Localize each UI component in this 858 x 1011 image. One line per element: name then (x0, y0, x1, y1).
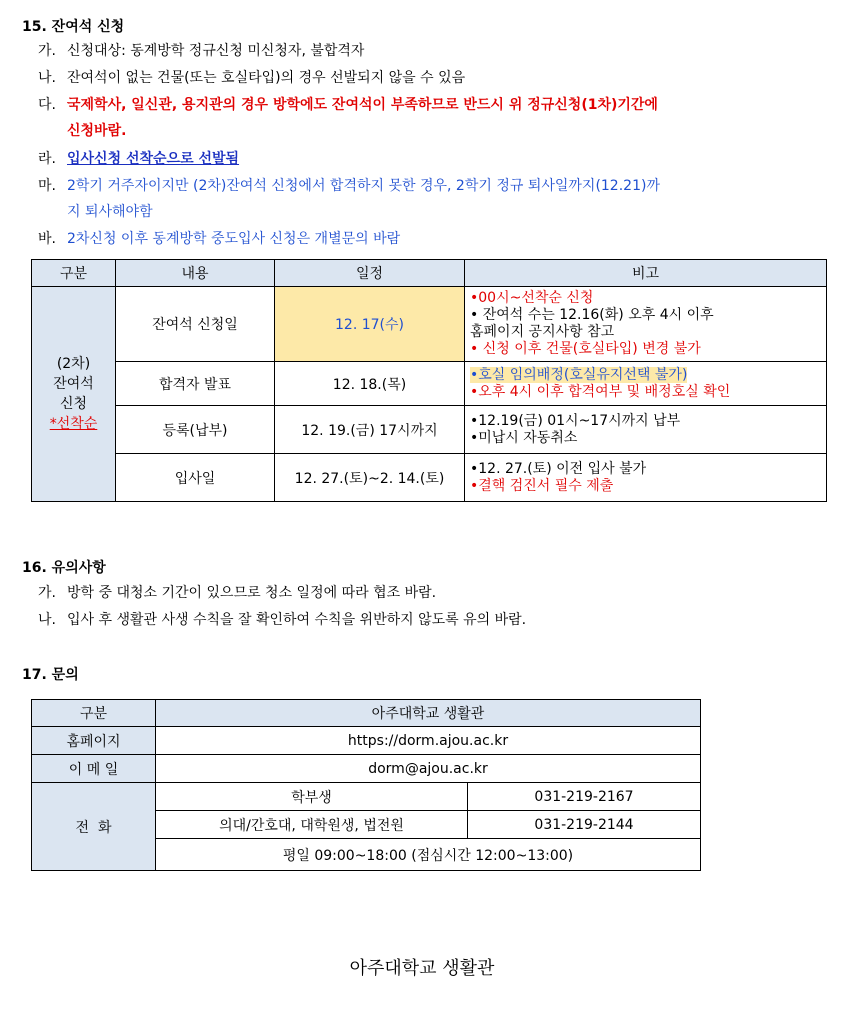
row-schedule: 12. 27.(토)~2. 14.(토) (275, 454, 465, 502)
section-17-title: 17. 문의 (22, 667, 79, 683)
contact-header-row (32, 700, 701, 727)
item-15-ra (38, 148, 239, 170)
header-schedule: 일정 (275, 260, 465, 287)
office-hours: 평일 09:00~18:00 (점심시간 12:00~13:00) (156, 839, 701, 871)
item-text: 2학기 거주자이지만 (2차)잔여석 신청에서 합격하지 못한 경우, 2학기 정규 퇴사일까지(12.21)까 (67, 178, 660, 194)
schedule-table (31, 259, 827, 502)
row-content: 합격자 발표 (116, 362, 275, 406)
header-category: 구분 (32, 260, 116, 287)
item-15-ma (38, 175, 660, 197)
note-line: •12.19(금) 01시~17시까지 납부 (470, 412, 681, 429)
note-line (470, 367, 826, 384)
footer-signature: 아주대학교 생활관 (349, 958, 495, 979)
note-highlight: •호실 임의배정(호실유지선택 불가) (470, 366, 688, 383)
row-notes (465, 454, 827, 502)
contact-header-label: 구분 (32, 700, 156, 727)
phone-number: 031-219-2167 (468, 783, 701, 811)
item-text: 국제학사, 일신관, 용지관의 경우 방학에도 잔여석이 부족하므로 반드시 위 정규신청(1차)기간에 (67, 97, 658, 113)
note-line: • 잔여석 수는 12.16(화) 오후 4시 이후 (470, 307, 714, 323)
row-notes (465, 362, 827, 406)
contact-table (31, 699, 701, 871)
item-15-na (38, 67, 465, 89)
phone-label: 전 화 (32, 783, 156, 871)
note-line: •00시~선착순 신청 (470, 290, 594, 306)
table-row (32, 287, 827, 362)
item-marker: 가. (38, 585, 56, 601)
schedule-header-row (32, 260, 827, 287)
table-row (32, 362, 827, 406)
item-marker: 나. (38, 70, 56, 86)
row-schedule: 12. 17(수) (275, 287, 465, 362)
row-schedule: 12. 19.(금) 17시까지 (275, 406, 465, 454)
group-line: 잔여석 (53, 376, 94, 392)
group-line: (2차) (56, 356, 91, 372)
note-line: •결핵 검진서 필수 제출 (470, 477, 614, 494)
item-text: 입사신청 선착순으로 선발됨 (67, 151, 240, 167)
note-line: •오후 4시 이후 합격여부 및 배정호실 확인 (470, 383, 731, 400)
note-line: •미납시 자동취소 (470, 429, 578, 446)
row-schedule: 12. 18.(목) (275, 362, 465, 406)
row-content: 잔여석 신청일 (116, 287, 275, 362)
phone-number: 031-219-2144 (468, 811, 701, 839)
item-marker: 가. (38, 43, 56, 59)
table-row (32, 755, 701, 783)
note-line: 홈페이지 공지사항 참고 (470, 324, 615, 340)
section-16-title: 16. 유의사항 (22, 560, 106, 576)
item-marker: 바. (38, 231, 56, 247)
homepage-value: https://dorm.ajou.ac.kr (156, 727, 701, 755)
item-16-ga (38, 582, 436, 604)
item-text: 방학 중 대청소 기간이 있으므로 청소 일정에 따라 협조 바람. (67, 585, 437, 601)
item-15-ga (38, 40, 364, 62)
homepage-label: 홈페이지 (32, 727, 156, 755)
table-row (32, 727, 701, 755)
group-first-come-label: *선착순 (49, 416, 98, 432)
item-16-na (38, 609, 526, 631)
item-15-da (38, 94, 658, 116)
contact-header-value: 아주대학교 생활관 (156, 700, 701, 727)
row-notes (465, 406, 827, 454)
header-content: 내용 (116, 260, 275, 287)
table-row (32, 783, 701, 811)
item-marker: 마. (38, 178, 56, 194)
section-15-title: 15. 잔여석 신청 (22, 19, 125, 35)
group-line: 신청 (59, 396, 88, 412)
note-line: •12. 27.(토) 이전 입사 불가 (470, 460, 647, 477)
table-row (32, 454, 827, 502)
row-notes (465, 287, 827, 362)
item-marker: 나. (38, 612, 56, 628)
item-text: 2차신청 이후 동계방학 중도입사 신청은 개별문의 바람 (67, 231, 401, 247)
row-content: 등록(납부) (116, 406, 275, 454)
email-value: dorm@ajou.ac.kr (156, 755, 701, 783)
phone-who: 학부생 (156, 783, 468, 811)
email-label: 이 메 일 (32, 755, 156, 783)
table-row (32, 406, 827, 454)
item-15-da-continued: 신청바람. (67, 123, 127, 139)
item-text: 입사 후 생활관 사생 수칙을 잘 확인하여 수칙을 위반하지 않도록 유의 바람. (67, 612, 527, 628)
item-text: 잔여석이 없는 건물(또는 호실타입)의 경우 선발되지 않을 수 있음 (67, 70, 466, 86)
item-text: 신청대상: 동계방학 정규신청 미신청자, 불합격자 (67, 43, 365, 59)
item-marker: 라. (38, 151, 56, 167)
item-15-ba (38, 228, 400, 250)
header-notes: 비고 (465, 260, 827, 287)
item-15-ma-continued: 지 퇴사해야함 (67, 204, 153, 220)
note-line: • 신청 이후 건물(호실타입) 변경 불가 (470, 341, 701, 357)
row-content: 입사일 (116, 454, 275, 502)
group-cell (32, 287, 116, 502)
item-marker: 다. (38, 97, 56, 113)
phone-who: 의대/간호대, 대학원생, 법전원 (156, 811, 468, 839)
